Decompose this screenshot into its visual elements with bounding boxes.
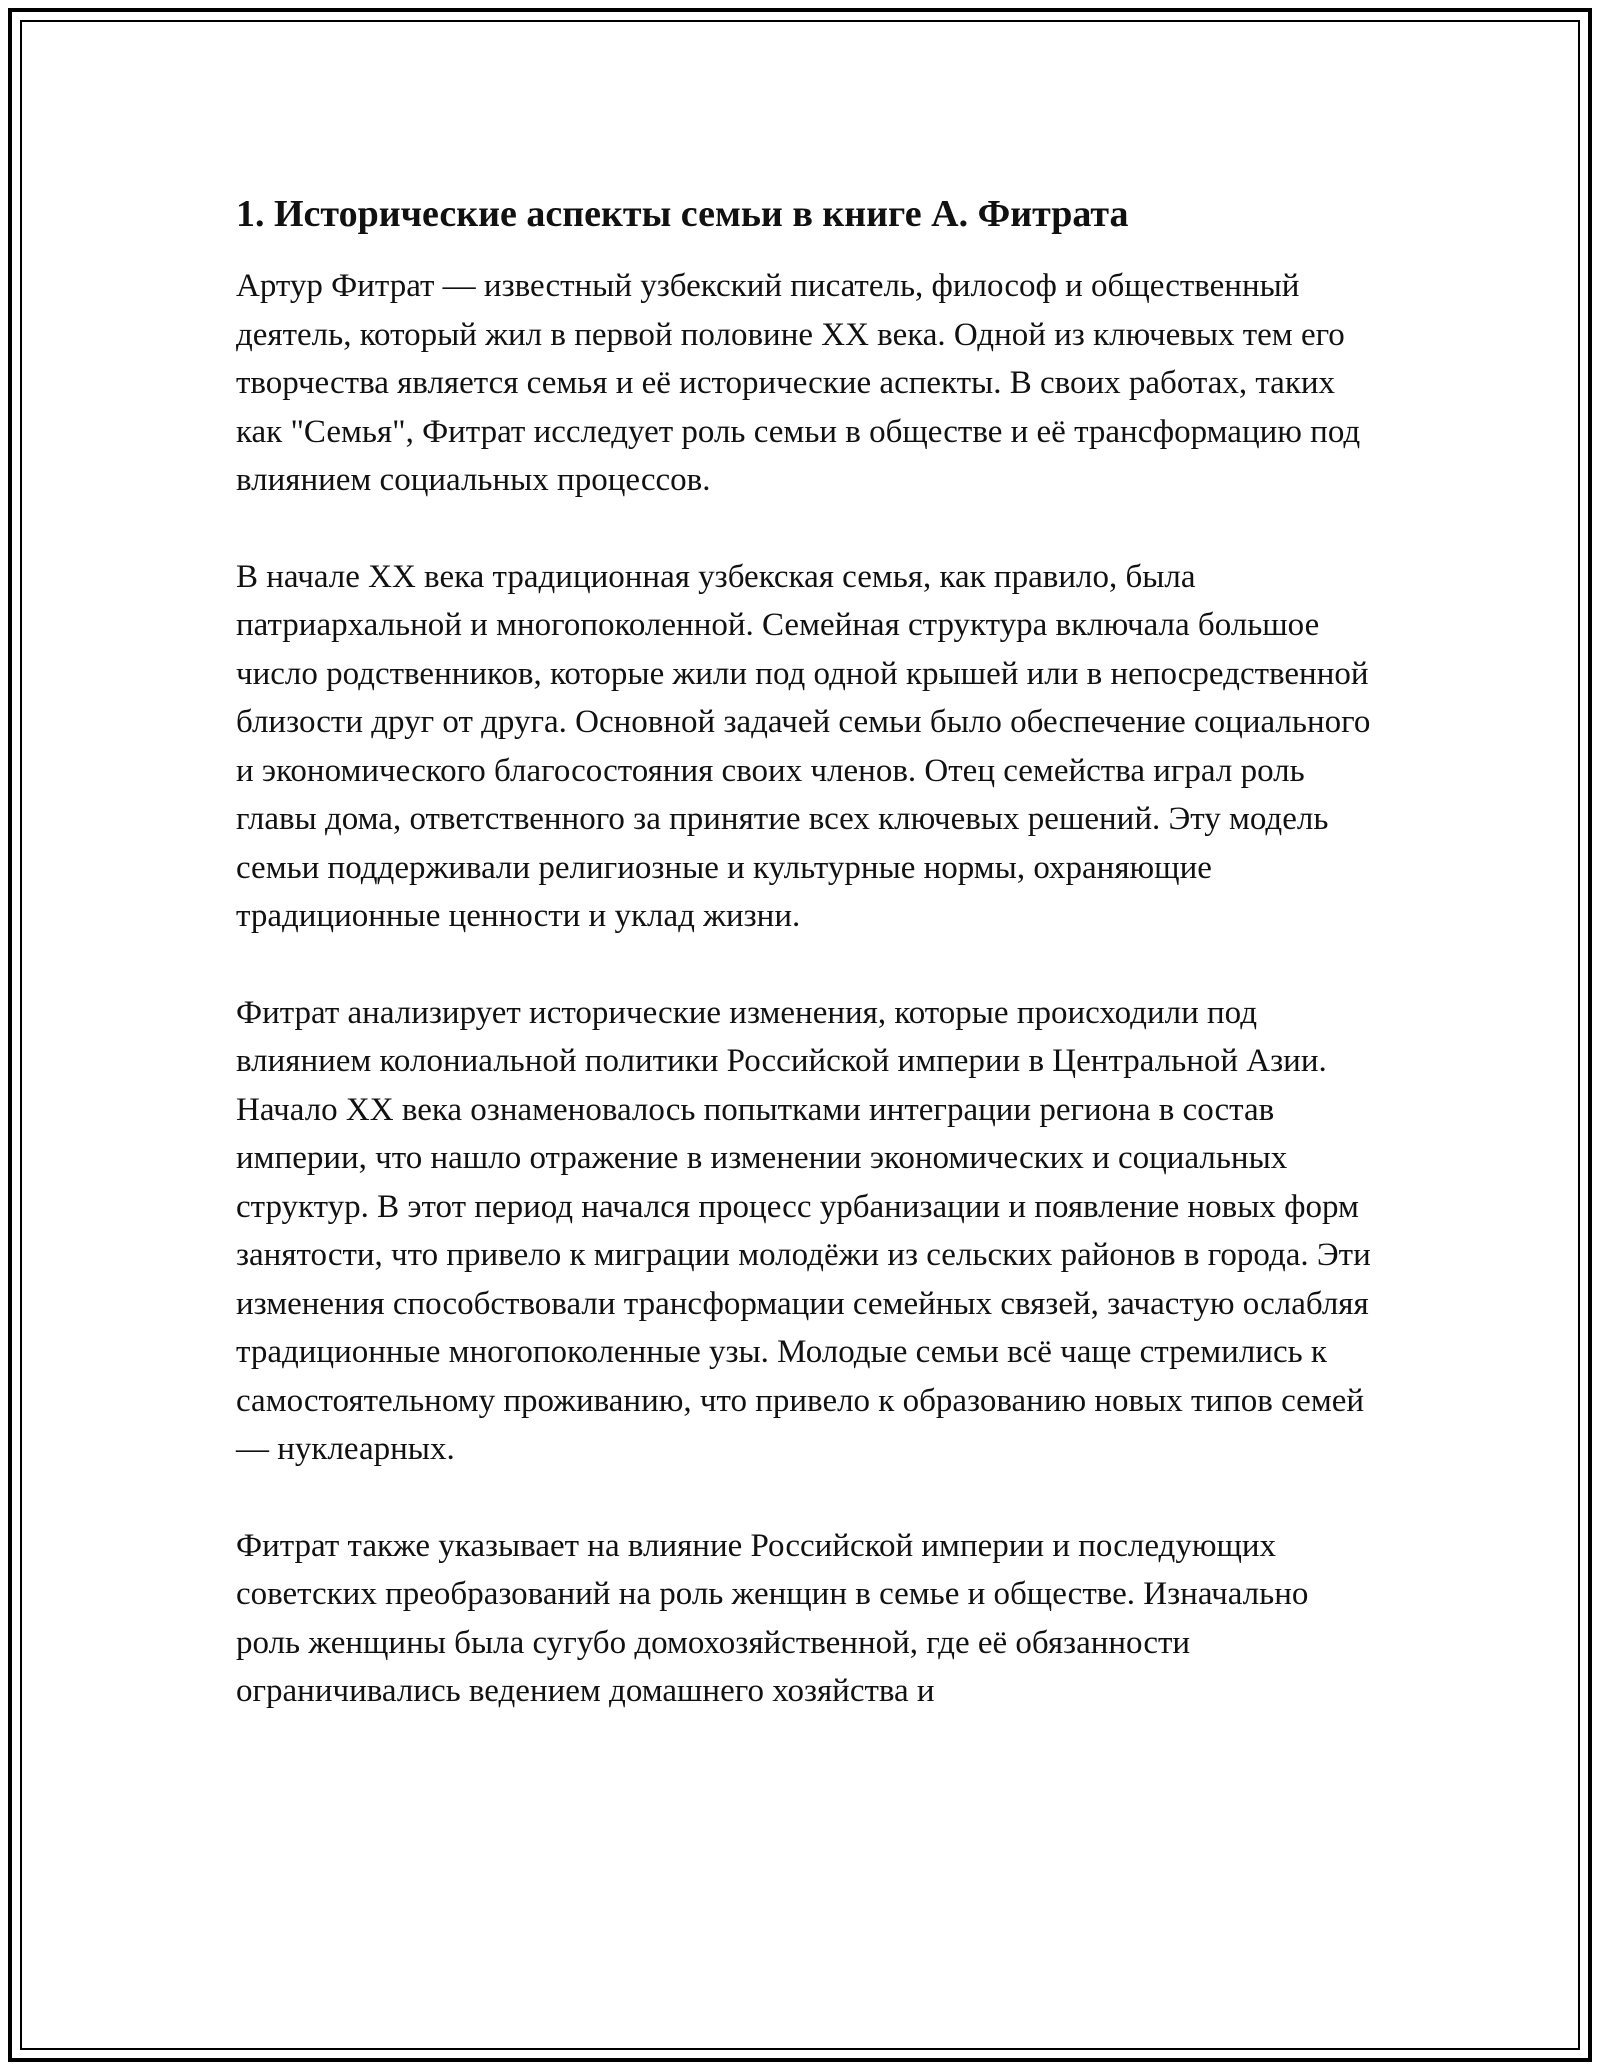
paragraph-1: Артур Фитрат — известный узбекский писатель, философ и общественный деятель, который жил в первой половине XX века. Одной из ключевых тем его творчества является семья и её исторические аспекты. В своих работах, таких как "Семья", Фитрат исследует роль семьи в обществе и её трансформацию под влиянием социальных процессов. bbox=[236, 268, 1361, 498]
section-heading: 1. Исторические аспекты семьи в книге А. Фитрата bbox=[236, 193, 1129, 235]
paragraph-4: Фитрат также указывает на влияние Российской империи и последующих советских преобразований на роль женщин в семье и обществе. Изначально роль женщины была сугубо домохозяйственной, где её обязанности ограничивались ведением домашнего хозяйства и bbox=[236, 1527, 1309, 1709]
paragraph-3: Фитрат анализирует исторические изменения, которые происходили под влиянием колониальной политики Российской империи в Центральной Азии. Начало XX века ознаменовалось попытками интеграции региона в состав империи, что нашло отражение в изменении экономических и социальных структур. В этот период начался процесс урбанизации и появление новых форм занятости, что привело к миграции молодёжи из сельских районов в города. Эти изменения способствовали трансформации семейных связей, зачастую ослабляя традиционные многопоколенные узы. Молодые семьи всё чаще стремились к самостоятельному проживанию, что привело к образованию новых типов семей — нуклеарных. bbox=[236, 994, 1371, 1467]
paragraph-2: В начале XX века традиционная узбекская семья, как правило, была патриархальной и многопоколенной. Семейная структура включала большое число родственников, которые жили под одной крышей или в непосредственной близости друг от друга. Основной задачей семьи было обеспечение социального и экономического благосостояния своих членов. Отец семейства играл роль главы дома, ответственного за принятие всех ключевых решений. Эту модель семьи поддерживали религиозные и культурные нормы, охраняющие традиционные ценности и уклад жизни. bbox=[236, 558, 1371, 934]
document-body bbox=[236, 188, 1376, 1716]
